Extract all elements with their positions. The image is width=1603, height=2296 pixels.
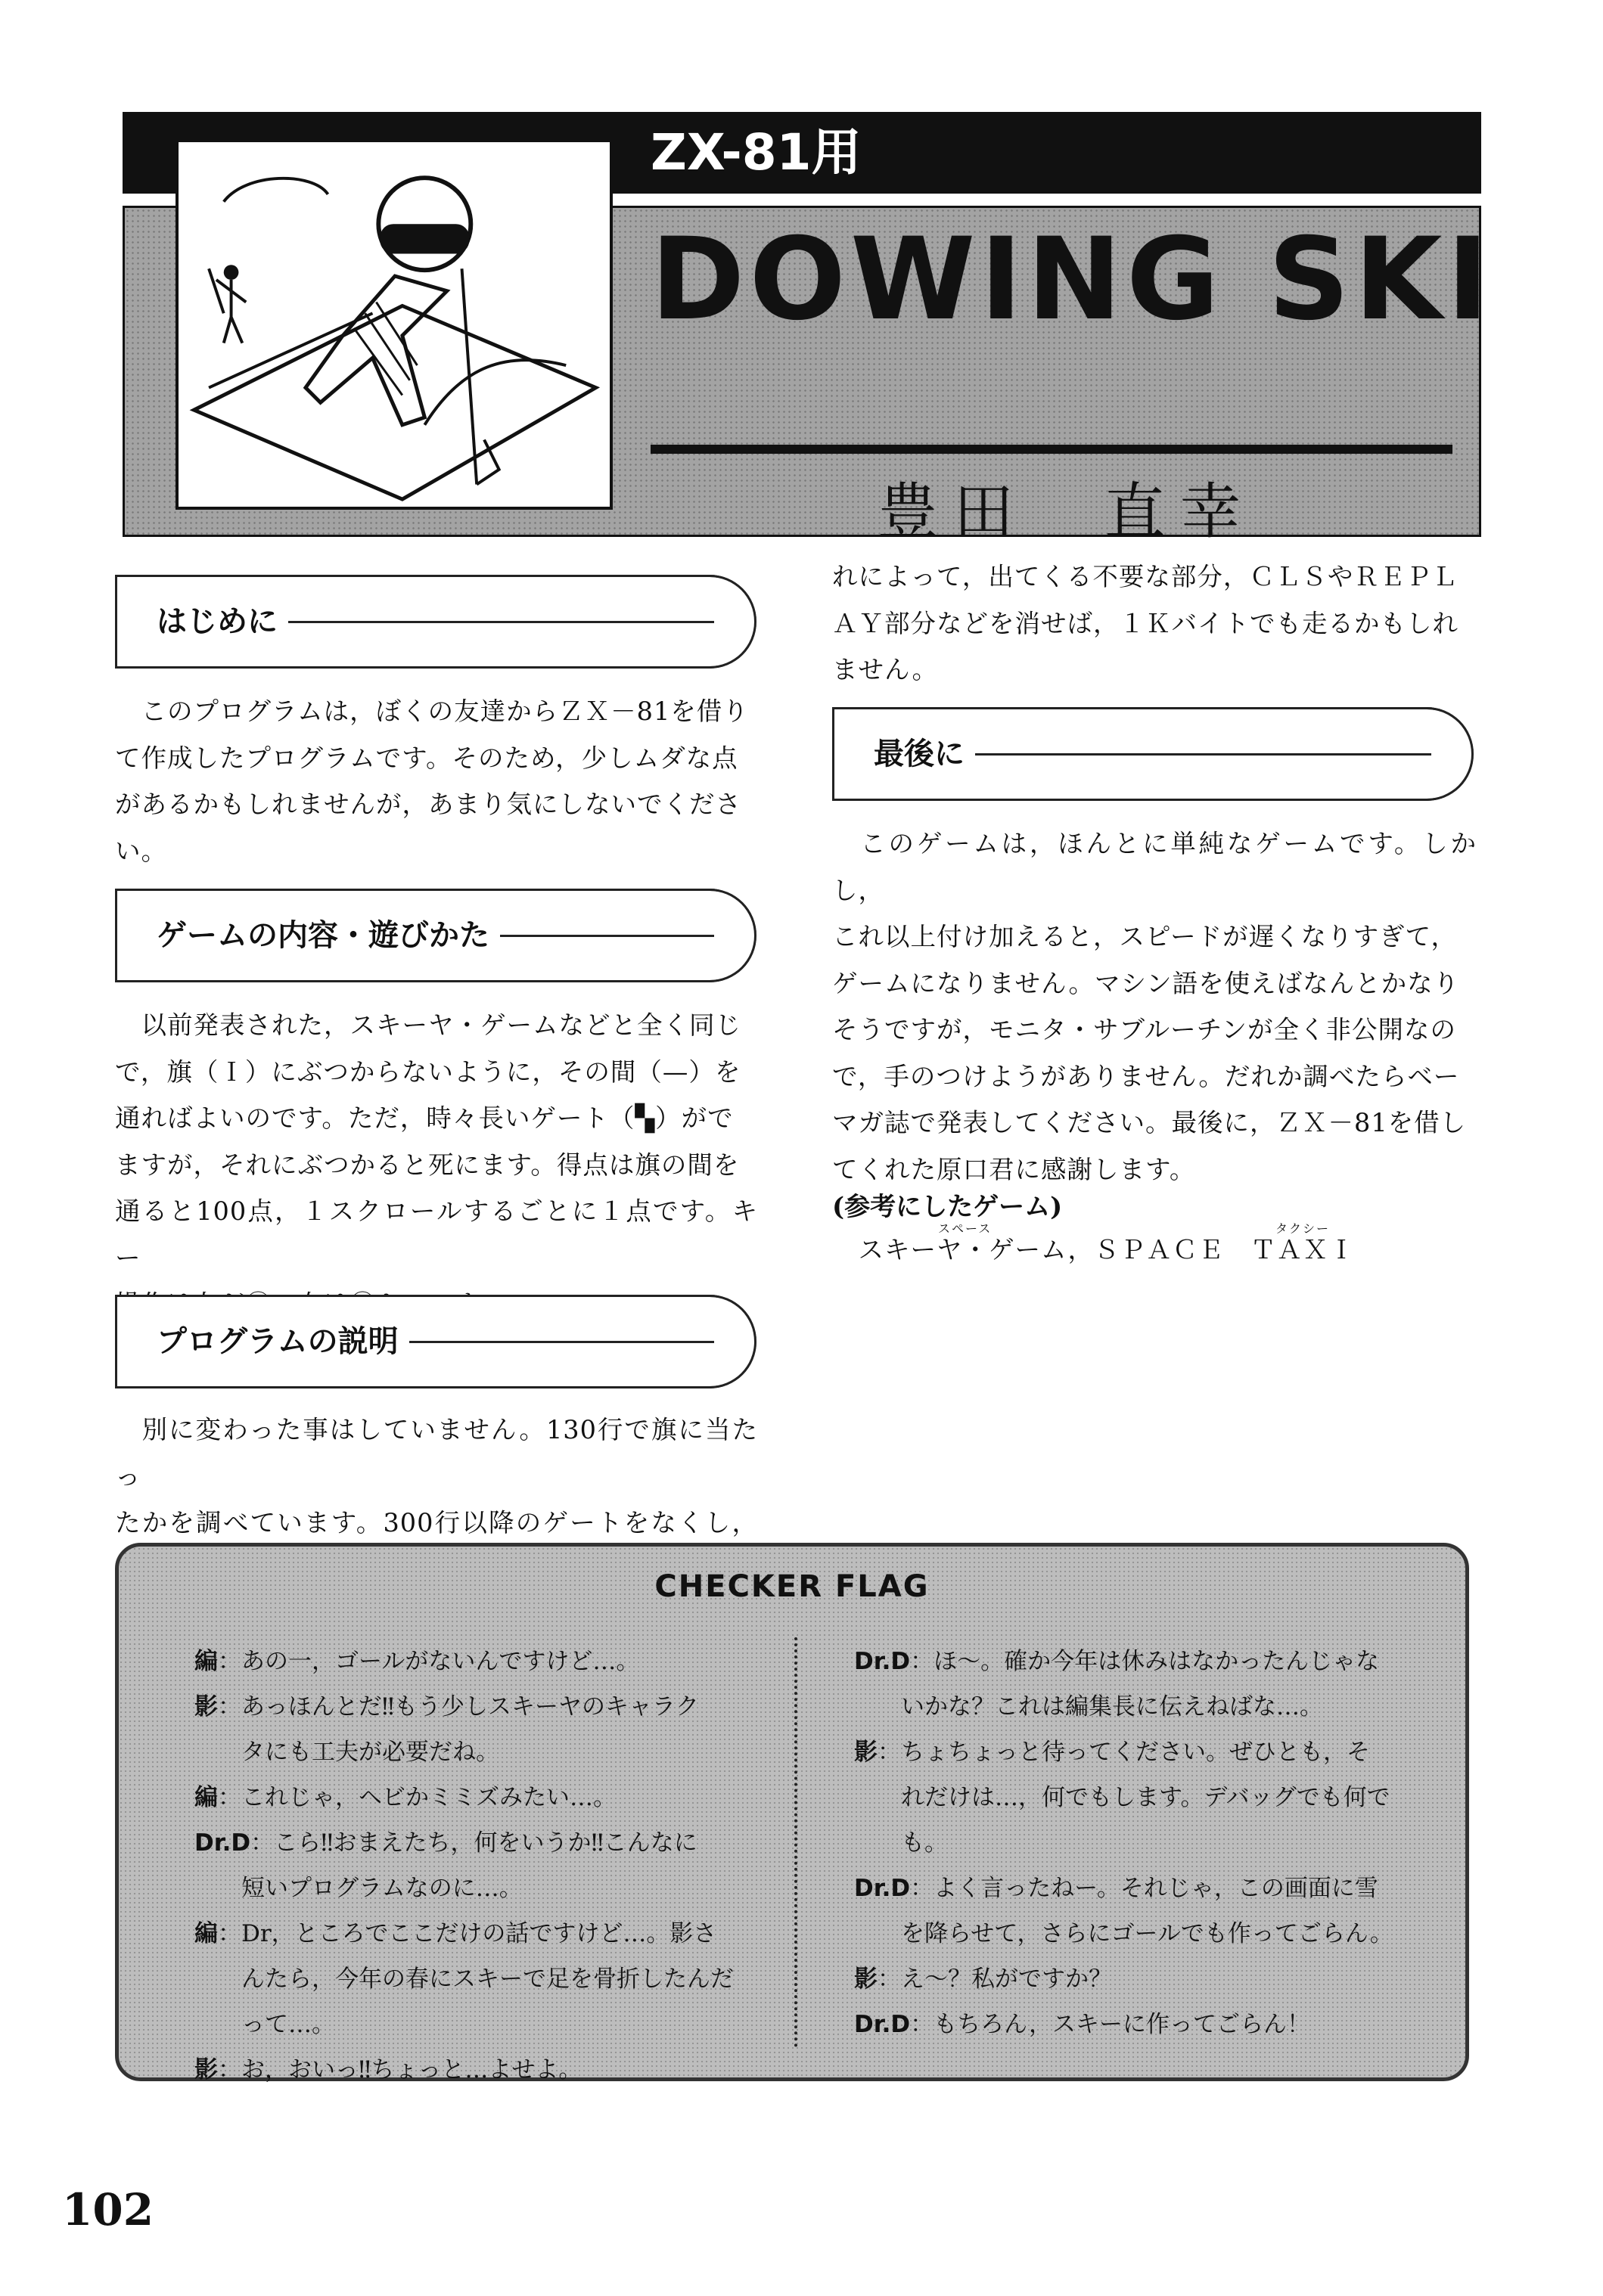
- final-paragraph: [832, 821, 1477, 1193]
- dialogue-continuation: れだけは…，何でもします。デバッグでも何で: [901, 1784, 1390, 1811]
- section-title-howto: ゲームの内容・遊びかた: [157, 891, 500, 980]
- section-title-intro: はじめに: [157, 577, 288, 666]
- section-title-program: プログラムの説明: [157, 1297, 409, 1386]
- dialogue-line: [194, 1820, 734, 1866]
- speaker: 影: [194, 2056, 218, 2083]
- reference-heading: (参考にしたゲーム): [832, 1192, 1063, 1222]
- dialogue-line: [194, 1775, 734, 1820]
- checker-flag-box: [115, 1543, 1469, 2081]
- text-line: 以前発表された，スキーヤ・ゲームなどと全く同じ: [115, 1010, 741, 1040]
- speaker: 影: [854, 1739, 878, 1766]
- dialogue-continuation: 短いプログラムなのに…。: [241, 1875, 523, 1902]
- dialogue-text: ：よく言ったねー。それじゃ，この画面に雪: [910, 1875, 1378, 1902]
- skier-illustration: [176, 139, 613, 510]
- dialogue-text: ：ちょちょっと待ってください。ぜひとも，そ: [878, 1739, 1370, 1766]
- text-line: ＡＹ部分などを消せば，１Ｋバイトでも走るかもしれ: [832, 608, 1459, 638]
- howto-paragraph: [115, 1002, 758, 1328]
- dialogue-left: [194, 1639, 734, 2093]
- column-divider: [794, 1637, 797, 2047]
- text-line: ますが，それにぶつかると死にます。得点は旗の間を: [115, 1150, 740, 1180]
- text-line: たかを調べています。300行以降のゲートをなくし，: [115, 1508, 758, 1537]
- text-line: 通ればよいのです。ただ，時々長いゲート（▚）がで: [115, 1103, 734, 1133]
- page-number: 102: [62, 2184, 154, 2235]
- checker-flag-title: CHECKER FLAG: [654, 1569, 930, 1604]
- text-line: これ以上付け加えると，スピードが遅くなりすぎて，: [832, 922, 1457, 951]
- continuation-paragraph: [832, 554, 1477, 693]
- dialogue-text: ：お，おいっ‼ちょっと…よせよ。: [218, 2056, 582, 2083]
- dialogue-line: [854, 1639, 1393, 1684]
- speaker: 編: [194, 1920, 218, 1947]
- speaker: 編: [194, 1784, 218, 1811]
- text-line: そうですが，モニタ・サブルーチンが全く非公開なの: [832, 1015, 1456, 1044]
- reference-line: スキーヤ・ゲーム，ＳＰＡＣＥ ＴＡＸＩ: [832, 1235, 1356, 1264]
- dialogue-line: [194, 1639, 734, 1684]
- text-line: で，旗（Ｉ）にぶつからないように，その間（—）を: [115, 1056, 741, 1087]
- dialogue-text: ：あの一，ゴールがないんですけど…。: [218, 1648, 640, 1675]
- dialogue-continuation: タにも工夫が必要だね。: [241, 1739, 499, 1766]
- dialogue-line: [854, 1730, 1393, 1775]
- dialogue-right: [854, 1639, 1393, 2047]
- dialogue-line: [854, 2002, 1393, 2047]
- text-line: てくれた原口君に感謝します。: [832, 1154, 1196, 1184]
- dialogue-line: [854, 1956, 1393, 2002]
- dialogue-line: [194, 1684, 734, 1730]
- dialogue-text: ：あっほんとだ‼もう少しスキーヤのキャラク: [218, 1693, 700, 1720]
- platform-label: ZX-81用: [651, 123, 862, 182]
- text-line: があるかもしれませんが，あまり気にしないでくださ: [115, 790, 741, 819]
- dialogue-continuation: を降らせて，さらにゴールでも作ってごらん。: [901, 1920, 1393, 1947]
- dialogue-continuation: も。: [901, 1829, 948, 1857]
- dialogue-line: [194, 2047, 734, 2093]
- speaker: Dr.D: [854, 1875, 911, 1902]
- speaker: 影: [194, 1693, 218, 1720]
- text-line: で，手のつけようがありません。だれか調べたらベー: [832, 1061, 1460, 1091]
- section-title-final: 最後に: [874, 709, 975, 799]
- speaker: 影: [854, 1966, 878, 1993]
- dialogue-text: ：え～？私がですか？: [878, 1966, 1112, 1993]
- text-line: い。: [115, 836, 167, 866]
- speaker: Dr.D: [854, 1648, 911, 1675]
- dialogue-continuation: って…。: [241, 2011, 335, 2038]
- section-header-program: [115, 1295, 756, 1388]
- speaker: 編: [194, 1648, 218, 1675]
- speaker: Dr.D: [194, 1829, 251, 1857]
- game-title: DOWING SKI: [651, 214, 1494, 346]
- skier-drawing: [179, 142, 610, 507]
- ruby-space: スペース: [938, 1221, 993, 1236]
- dialogue-line: [854, 1866, 1393, 1911]
- text-line: て作成したプログラムです。そのため，少しムダな点: [115, 743, 738, 773]
- ruby-taxi: タクシー: [1275, 1221, 1331, 1236]
- intro-paragraph: [115, 688, 758, 874]
- text-line: このゲームは，ほんとに単純なゲームです。しかし，: [832, 829, 1477, 905]
- section-header-intro: [115, 575, 756, 669]
- dialogue-text: ：ほ～。確か今年は休みはなかったんじゃな: [910, 1648, 1380, 1675]
- text-line: ません。: [832, 655, 939, 684]
- dialogue-text: ：こら‼おまえたち，何をいうか‼こんなに: [250, 1829, 697, 1857]
- author-rule: [651, 445, 1452, 454]
- dialogue-continuation: いかな？これは編集長に伝えねばな…。: [901, 1693, 1323, 1720]
- dialogue-continuation: んたら，今年の春にスキーで足を骨折したんだ: [241, 1966, 734, 1993]
- text-line: マガ誌で発表してください。最後に，ＺＸ－81を借し: [832, 1108, 1467, 1137]
- dialogue-text: ：これじゃ，ヘビかミミズみたい…。: [218, 1784, 617, 1811]
- speaker: Dr.D: [854, 2011, 911, 2038]
- text-line: 別に変わった事はしていません。130行で旗に当たっ: [115, 1415, 758, 1491]
- text-line: このプログラムは，ぼくの友達からＺＸ－81を借り: [115, 697, 749, 726]
- dialogue-text: ：Dr，ところでここだけの話ですけど…。影さ: [218, 1920, 717, 1947]
- dialogue-text: ：もちろん，スキーに作ってごらん！: [910, 2011, 1310, 2038]
- section-header-howto: [115, 889, 756, 982]
- text-line: れによって，出てくる不要な部分，ＣＬＳやＲＥＰＬ: [832, 562, 1459, 591]
- text-line: ゲームになりません。マシン語を使えばなんとかなり: [832, 968, 1460, 998]
- dialogue-line: [194, 1911, 734, 1956]
- author-name: 豊田 直幸: [878, 476, 1256, 547]
- section-header-final: [832, 707, 1474, 801]
- text-line: 通ると100点，１スクロールするごとに１点です。キー: [115, 1196, 758, 1273]
